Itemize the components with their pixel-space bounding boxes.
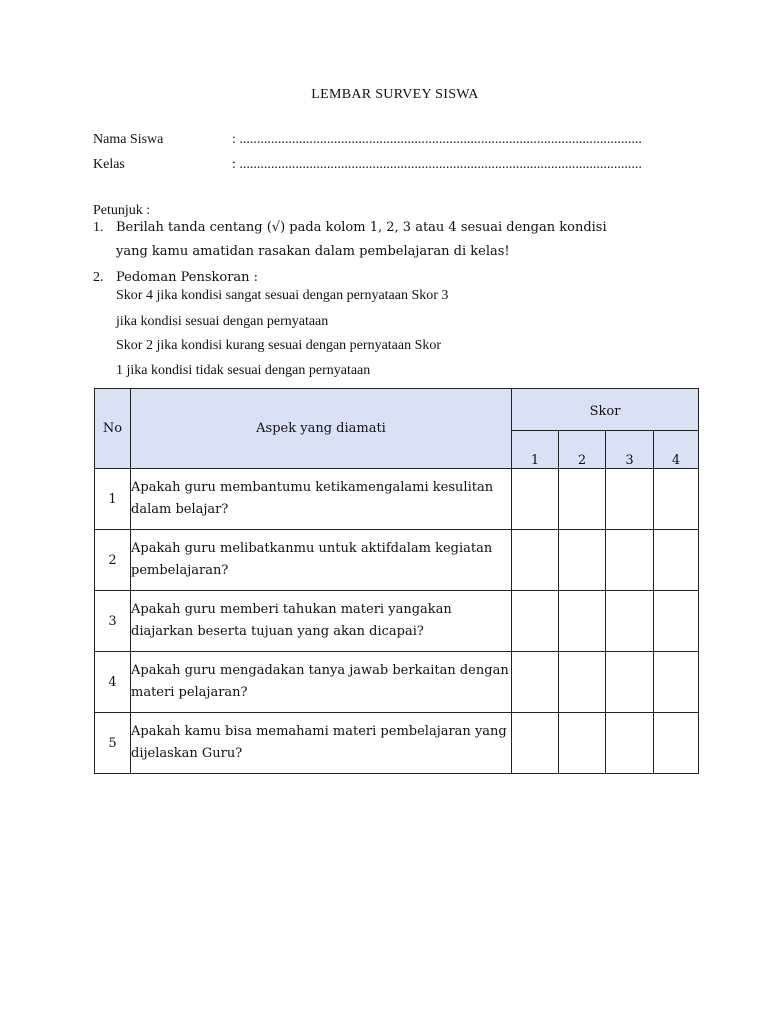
name-label: Nama Siswa [93,132,164,147]
header-no: No [95,389,131,469]
score-cell-4[interactable] [654,652,699,713]
score-cell-4[interactable] [654,469,699,530]
instruction-1-line2: yang kamu amatidan rasakan dalam pembelajaran di kelas! [116,244,510,259]
class-label: Kelas [93,157,125,172]
row-question: Apakah guru melibatkanmu untuk aktifdalam kegiatan pembelajaran? [131,530,512,591]
row-question: Apakah guru membantumu ketikamengalami kesulitan dalam belajar? [131,469,512,530]
score-cell-2[interactable] [559,713,606,774]
row-question: Apakah kamu bisa memahami materi pembelajaran yang dijelaskan Guru? [131,713,512,774]
row-question: Apakah guru memberi tahukan materi yangakan diajarkan beserta tujuan yang akan dicapai? [131,591,512,652]
instruction-2-heading: Pedoman Penskoran : [116,270,259,285]
row-number: 5 [95,713,131,774]
score-cell-2[interactable] [559,530,606,591]
score-cell-4[interactable] [654,530,699,591]
row-number: 1 [95,469,131,530]
score-cell-2[interactable] [559,469,606,530]
table-row [95,530,699,591]
row-question: Apakah guru mengadakan tanya jawab berkaitan dengan materi pelajaran? [131,652,512,713]
header-aspect: Aspek yang diamati [131,389,512,469]
table-row [95,469,699,530]
page-title: LEMBAR SURVEY SISWA [311,87,479,102]
score-cell-1[interactable] [512,530,559,591]
scoring-line-2: jika kondisi sesuai dengan pernyataan [116,314,329,329]
scoring-line-3: Skor 2 jika kondisi kurang sesuai dengan pernyataan Skor [116,338,442,353]
row-number: 2 [95,530,131,591]
scoring-line-4: 1 jika kondisi tidak sesuai dengan pernyataan [116,363,371,378]
score-cell-1[interactable] [512,591,559,652]
table-row [95,652,699,713]
score-cell-3[interactable] [606,530,654,591]
header-score: Skor [512,389,699,431]
header-score-1: 1 [512,431,559,469]
class-field[interactable]: : ................................................................................................................... [232,157,642,172]
score-cell-2[interactable] [559,652,606,713]
score-cell-4[interactable] [654,591,699,652]
header-score-2: 2 [559,431,606,469]
table-row [95,591,699,652]
score-cell-1[interactable] [512,469,559,530]
instruction-1-number: 1. [93,220,104,235]
name-field[interactable]: : ................................................................................................................... [232,132,642,147]
header-score-3: 3 [606,431,654,469]
score-cell-1[interactable] [512,652,559,713]
score-cell-3[interactable] [606,713,654,774]
survey-table [94,388,699,774]
score-cell-3[interactable] [606,652,654,713]
table-row [95,713,699,774]
header-score-4: 4 [654,431,699,469]
row-number: 4 [95,652,131,713]
score-cell-4[interactable] [654,713,699,774]
instruction-2-number: 2. [93,270,104,285]
instruction-1-line1: Berilah tanda centang (√) pada kolom 1, 2, 3 atau 4 sesuai dengan kondisi [116,220,607,235]
score-cell-3[interactable] [606,469,654,530]
score-cell-1[interactable] [512,713,559,774]
row-number: 3 [95,591,131,652]
instructions-heading: Petunjuk : [93,203,151,218]
score-cell-3[interactable] [606,591,654,652]
scoring-line-1: Skor 4 jika kondisi sangat sesuai dengan pernyataan Skor 3 [116,288,449,303]
score-cell-2[interactable] [559,591,606,652]
